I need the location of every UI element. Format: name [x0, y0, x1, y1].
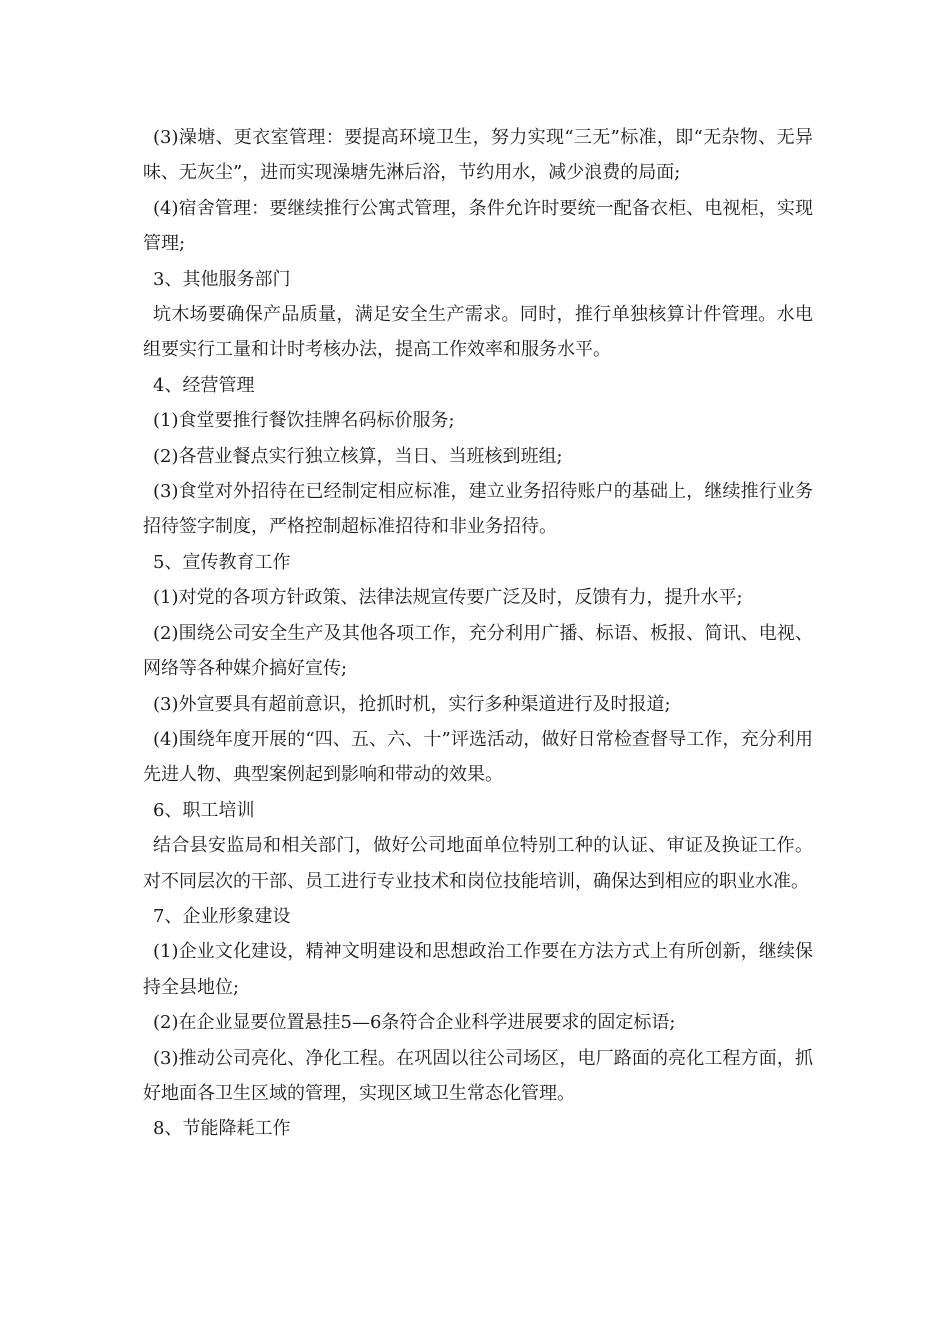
heading-other-service-departments: 3、其他服务部门: [153, 268, 291, 290]
paragraph-bath-management: (3)澡塘、更衣室管理：要提高环境卫生，努力实现“三无”标准，即“无杂物、无异味、无灰尘”，进而实现澡塘先淋后浴，节约用水，减少浪费的局面;: [143, 127, 813, 184]
heading-business-management: 4、经营管理: [153, 374, 255, 396]
paragraph-canteen-hospitality: (3)食堂对外招待在已经制定相应标准，建立业务招待账户的基础上，继续推行业务招待签字制度，严格控制超标准招待和非业务招待。: [143, 481, 813, 538]
heading-publicity-education: 5、宣传教育工作: [153, 551, 291, 573]
paragraph-independent-accounting: (2)各营业餐点实行独立核算，当日、当班核到班组;: [153, 445, 563, 467]
paragraph-dormitory-management: (4)宿舍管理：要继续推行公寓式管理，条件允许时要统一配备衣柜、电视柜，实现管理;: [143, 197, 813, 255]
paragraph-slogans: (2)在企业显要位置悬挂5—6条符合企业科学进展要求的固定标语;: [153, 1012, 676, 1034]
paragraph-corporate-culture: (1)企业文化建设，精神文明建设和思想政治工作要在方法方式上有所创新，继续保持全县地位;: [143, 941, 813, 998]
paragraph-timber-yard: 坑木场要确保产品质量，满足安全生产需求。同时，推行单独核算计件管理。水电组要实行工量和计时考核办法，提高工作效率和服务水平。: [143, 304, 813, 361]
paragraph-canteen-pricing: (1)食堂要推行餐饮挂牌名码标价服务;: [153, 410, 455, 432]
paragraph-policy-publicity: (1)对党的各项方针政策、法律法规宣传要广泛及时，反馈有力，提升水平;: [153, 587, 743, 609]
paragraph-media-publicity: (2)围绕公司安全生产及其他各项工作，充分利用广播、标语、板报、简讯、电视、网络等各种媒介搞好宣传;: [143, 622, 813, 680]
heading-corporate-image: 7、企业形象建设: [153, 905, 291, 927]
document-body: [143, 120, 813, 1147]
paragraph-external-publicity: (3)外宣要具有超前意识，抢抓时机，实行多种渠道进行及时报道;: [153, 693, 671, 715]
paragraph-lighting-cleaning: (3)推动公司亮化、净化工程。在巩固以往公司场区，电厂路面的亮化工程方面，抓好地面各卫生区域的管理，实现区域卫生常态化管理。: [143, 1047, 813, 1104]
heading-staff-training: 6、职工培训: [153, 799, 255, 821]
heading-energy-saving: 8、节能降耗工作: [153, 1118, 291, 1140]
paragraph-annual-selection: (4)围绕年度开展的“四、五、六、十”评选活动，做好日常检查督导工作，充分利用先进人物、典型案例起到影响和带动的效果。: [143, 728, 813, 786]
paragraph-certification-training: 结合县安监局和相关部门，做好公司地面单位特别工种的认证、审证及换证工作。对不同层次的干部、员工进行专业技术和岗位技能培训，确保达到相应的职业水准。: [143, 835, 813, 892]
